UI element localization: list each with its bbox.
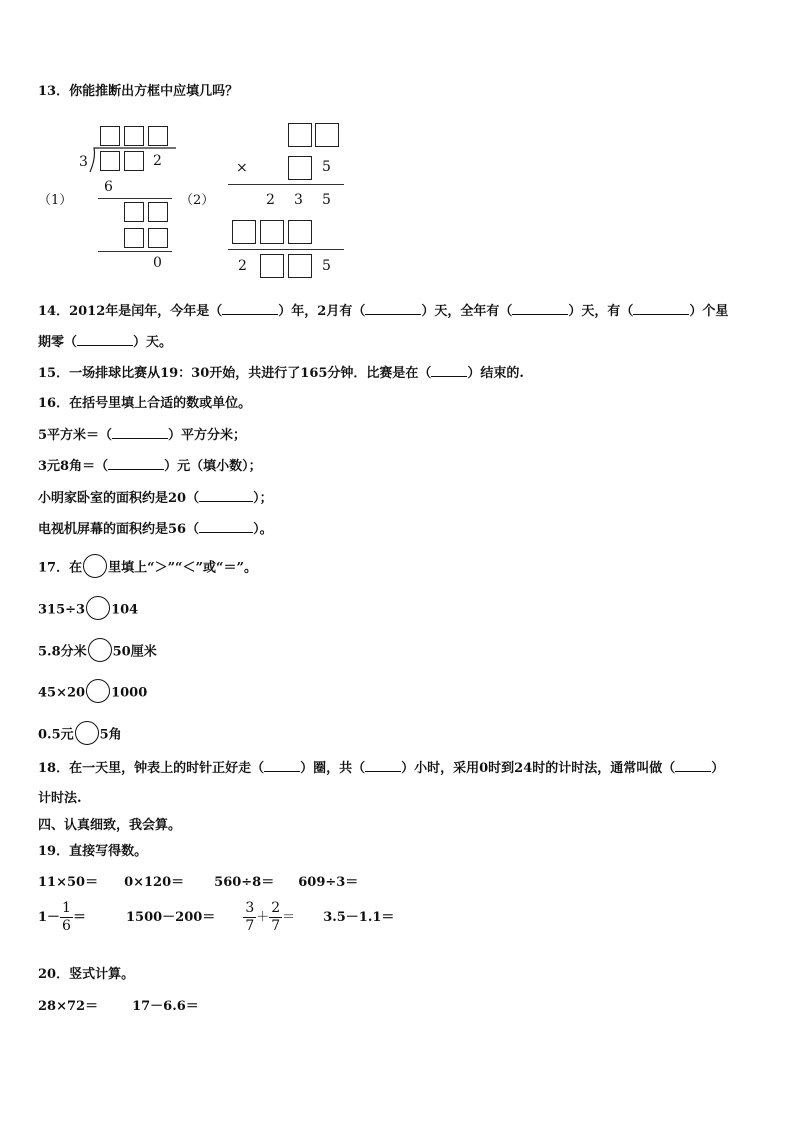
q18-text: 18．在一天里，钟表上的时针正好走（ xyxy=(38,761,265,776)
q14-text: ）个星 xyxy=(689,304,729,319)
compare-circle[interactable] xyxy=(86,596,110,620)
q15 xyxy=(38,364,524,383)
answer-blank[interactable] xyxy=(112,426,168,439)
answer-blank[interactable] xyxy=(264,759,300,772)
q14-text: ）天。 xyxy=(133,335,173,350)
numerator: 3 xyxy=(245,900,255,916)
q17-right: 50厘米 xyxy=(112,644,157,660)
q17-title xyxy=(38,556,257,580)
partial-digit: 3 xyxy=(294,192,303,208)
calc-text: ＝ xyxy=(282,910,296,925)
calc-item: 3.5－1.1＝ xyxy=(323,910,395,925)
times-sign: × xyxy=(236,160,248,176)
section-heading: 四、认真细致，我会算。 xyxy=(38,818,182,833)
rule xyxy=(228,184,344,185)
q14-text: ）天，全年有（ xyxy=(421,304,513,319)
denominator: 6 xyxy=(62,918,71,934)
q17-right: 5角 xyxy=(99,727,122,743)
q18-text: ）圈，共（ xyxy=(300,761,366,776)
q17-text: 17．在 xyxy=(38,560,83,576)
q17-row xyxy=(38,640,157,664)
q16-item xyxy=(38,520,273,539)
answer-box[interactable] xyxy=(260,254,284,278)
calc-item: 17－6.6＝ xyxy=(132,999,199,1014)
answer-box[interactable] xyxy=(124,228,144,248)
answer-blank[interactable] xyxy=(108,457,164,470)
q16-text: ）平方分米； xyxy=(168,428,247,443)
answer-blank[interactable] xyxy=(431,364,467,377)
q17-left: 315÷3 xyxy=(38,602,86,618)
q18-text: ）小时，采用0时到24时的计时法，通常叫做（ xyxy=(401,761,676,776)
q16-text: 电视机屏幕的面积约是56（ xyxy=(38,522,200,537)
q17-right: 104 xyxy=(111,602,139,618)
q15-text: 15．一场排球比赛从19：30开始，共进行了165分钟．比赛是在（ xyxy=(38,366,432,381)
q20-title: 20．竖式计算。 xyxy=(38,967,135,982)
q19-row1 xyxy=(38,874,358,892)
q16-title: 16．在括号里填上合适的数或单位。 xyxy=(38,396,252,411)
q13-part2-label: （2） xyxy=(180,193,215,208)
q18-line2: 计时法. xyxy=(38,791,82,806)
calc-item: 1500－200＝ xyxy=(125,910,216,925)
answer-box[interactable] xyxy=(315,123,339,147)
fraction xyxy=(243,900,256,935)
remainder-digit: 0 xyxy=(153,255,162,271)
answer-box[interactable] xyxy=(232,220,256,244)
q16-text: 5平方米＝（ xyxy=(38,428,113,443)
answer-blank[interactable] xyxy=(512,302,568,315)
answer-blank[interactable] xyxy=(199,520,253,533)
answer-box[interactable] xyxy=(124,151,144,171)
multiplier-digit: 5 xyxy=(322,159,331,175)
q15-text: ）结束的. xyxy=(467,366,524,381)
circle-blank xyxy=(83,554,107,578)
rule xyxy=(228,249,344,250)
answer-blank[interactable] xyxy=(77,333,133,346)
partial-digit: 5 xyxy=(322,192,331,208)
answer-box[interactable] xyxy=(100,126,120,146)
q17-text: 里填上“＞”“＜”或“＝”。 xyxy=(108,560,257,576)
calc-item: 11×50＝ xyxy=(38,875,99,890)
q16-text: 小明家卧室的面积约是20（ xyxy=(38,491,200,506)
q16-item xyxy=(38,457,262,476)
q16-text: ）； xyxy=(253,491,273,506)
partial-digit: 2 xyxy=(266,192,275,208)
q14-line1 xyxy=(38,302,728,321)
q16-text: ）元（填小数）； xyxy=(164,459,262,474)
compare-circle[interactable] xyxy=(75,721,99,745)
answer-box[interactable] xyxy=(148,126,168,146)
q14-line2 xyxy=(38,333,172,352)
q14-text: 14．2012年是闰年，今年是（ xyxy=(38,304,223,319)
rule xyxy=(98,198,172,199)
calc-item: 560÷8＝ xyxy=(214,875,275,890)
product-digit: 5 xyxy=(322,258,331,274)
q18-text: ） xyxy=(711,761,725,776)
answer-blank[interactable] xyxy=(222,302,278,315)
q20-row xyxy=(38,998,199,1016)
answer-blank[interactable] xyxy=(365,302,421,315)
answer-blank[interactable] xyxy=(633,302,689,315)
fraction xyxy=(269,900,282,935)
rule xyxy=(98,251,172,252)
answer-box[interactable] xyxy=(124,202,144,222)
numerator: 2 xyxy=(271,900,281,916)
answer-box[interactable] xyxy=(148,228,168,248)
calc-item: 0×120＝ xyxy=(124,875,185,890)
denominator: 7 xyxy=(245,918,255,934)
q17-left: 5.8分米 xyxy=(38,644,87,660)
q16-text: ）。 xyxy=(253,522,273,537)
answer-box[interactable] xyxy=(260,220,284,244)
answer-box[interactable] xyxy=(100,151,120,171)
answer-box[interactable] xyxy=(288,123,312,147)
subtrahend-digit: 6 xyxy=(104,179,113,195)
q17-row xyxy=(38,723,122,747)
q16-item xyxy=(38,489,273,508)
answer-blank[interactable] xyxy=(365,759,401,772)
calc-item: 609÷3＝ xyxy=(298,875,359,890)
q14-text: ）年，2月有（ xyxy=(278,304,366,319)
calc-text: ＝ xyxy=(72,910,86,925)
q17-row xyxy=(38,681,147,705)
answer-box[interactable] xyxy=(124,126,144,146)
answer-box[interactable] xyxy=(288,254,312,278)
compare-circle[interactable] xyxy=(88,638,112,662)
q14-text: ）天，有（ xyxy=(568,304,634,319)
answer-blank[interactable] xyxy=(675,759,711,772)
fraction xyxy=(60,900,73,935)
denominator: 7 xyxy=(271,918,281,934)
product-digit: 2 xyxy=(238,258,247,274)
q14-text: 期零（ xyxy=(38,335,78,350)
calc-text: ＋ xyxy=(256,910,270,925)
q18-line1 xyxy=(38,759,724,778)
answer-box[interactable] xyxy=(288,156,312,180)
q17-right: 1000 xyxy=(111,685,148,701)
answer-blank[interactable] xyxy=(199,489,253,502)
answer-box[interactable] xyxy=(288,220,312,244)
q16-text: 3元8角＝（ xyxy=(38,459,109,474)
dividend-digit: 2 xyxy=(153,153,162,169)
q17-row xyxy=(38,598,138,622)
calc-text: 1－ xyxy=(38,910,61,925)
q16-item xyxy=(38,426,246,445)
calc-item: 28×72＝ xyxy=(38,999,99,1014)
q17-left: 0.5元 xyxy=(38,727,74,743)
q13-part1-label: （1） xyxy=(38,193,73,208)
q17-left: 45×20 xyxy=(38,685,86,701)
numerator: 1 xyxy=(62,900,71,916)
compare-circle[interactable] xyxy=(86,679,110,703)
q19-row2 xyxy=(38,898,394,938)
q19-title: 19．直接写得数。 xyxy=(38,844,148,859)
q13-title: 13．你能推断出方框中应填几吗？ xyxy=(38,84,239,99)
answer-box[interactable] xyxy=(148,202,168,222)
divisor: 3 xyxy=(79,154,88,170)
